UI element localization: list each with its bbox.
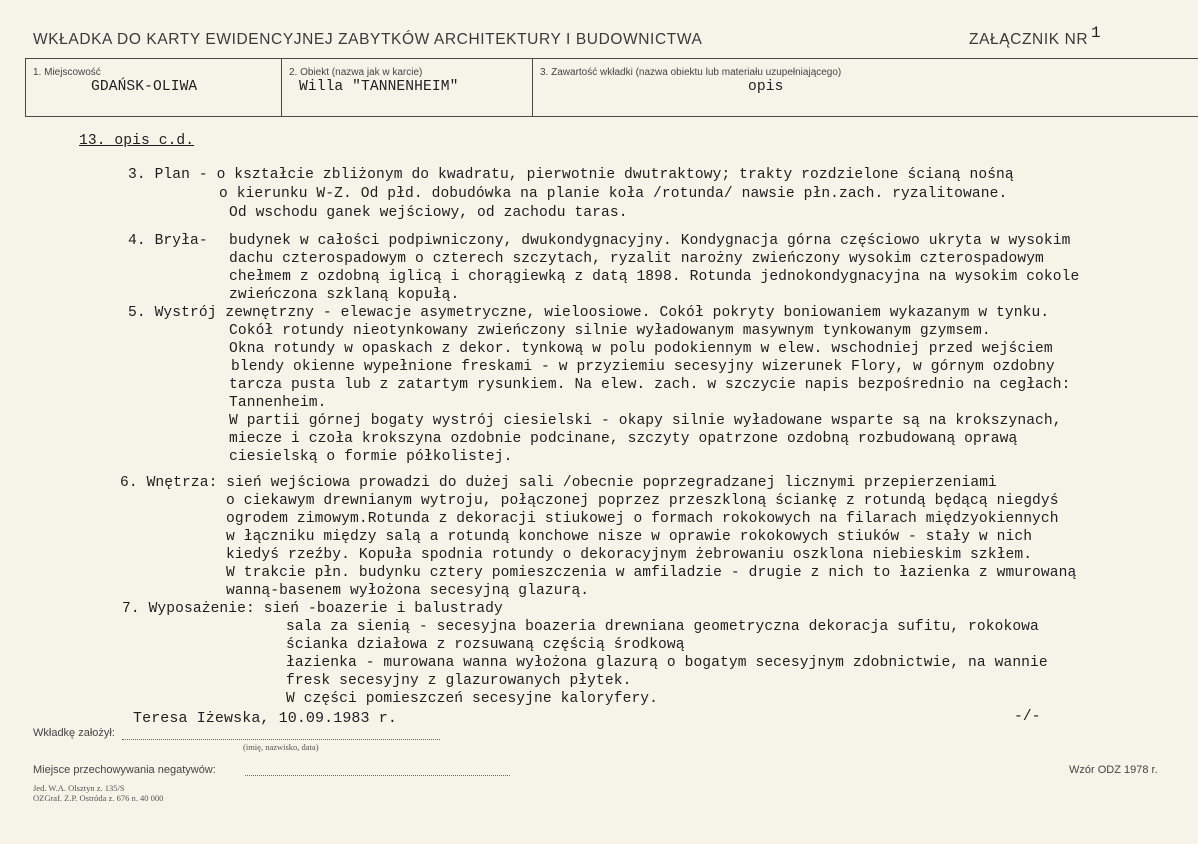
text-line: Tannenheim.	[229, 395, 327, 411]
object-label: 2. Obiekt (nazwa jak w karcie)	[289, 67, 423, 78]
text-line: Od wschodu ganek wejściowy, od zachodu taras.	[229, 205, 628, 221]
text-line: W partii górnej bogaty wystrój ciesielski - okapy silnie wyładowane wsparte są na krokszynach,	[229, 413, 1062, 429]
storage-dotted-line	[245, 775, 510, 776]
header-divider-1	[281, 58, 282, 117]
text-line: W części pomieszczeń secesyjne kaloryfery.	[286, 691, 659, 707]
text-line: ciesielską o formie półkolistej.	[229, 449, 513, 465]
text-line: Okna rotundy w opaskach z dekor. tynkową w polu podokiennym w elew. wschodniej przed wejściem	[229, 341, 1053, 357]
signature-mark: -/-	[1014, 709, 1041, 725]
text-line: chełmem z ozdobną iglicą i chorągiewką z datą 1898. Rotunda jednokondygnacyjna na wysokim cokole	[229, 269, 1080, 285]
card-title: WKŁADKA DO KARTY EWIDENCYJNEJ ZABYTKÓW ARCHITEKTURY I BUDOWNICTWA	[33, 31, 703, 48]
text-line: wanną-basenem wyłożona secesyjną glazurą.	[226, 583, 590, 599]
text-line: w łączniku między salą a rotundą konchowe nisze w oprawie rokokowych stiuków - stały w nich	[226, 529, 1033, 545]
text-line: 4. Bryła-	[128, 233, 208, 249]
text-line: budynek w całości podpiwniczony, dwukondygnacyjny. Kondygnacja górna częściowo ukryta w wysokim	[229, 233, 1071, 249]
author-dotted-line	[122, 739, 440, 740]
section-title: 13. opis c.d.	[79, 133, 195, 149]
object-value: Willa "TANNENHEIM"	[299, 79, 459, 95]
locality-value: GDAŃSK-OLIWA	[91, 79, 198, 95]
header-bottom-rule	[25, 116, 1198, 117]
text-line: ogrodem zimowym.Rotunda z dekoracji stiukowej o formach rokokowych na filarach międzyokiennych	[226, 511, 1059, 527]
text-line: fresk secesyjny z glazurowanych płytek.	[286, 673, 632, 689]
annex-number: 1	[1091, 24, 1101, 42]
text-line: Cokół rotundy nieotynkowany zwieńczony silnie wyładowanym masywnym tynkowanym gzymsem.	[229, 323, 991, 339]
storage-label: Miejsce przechowywania negatywów:	[33, 764, 216, 776]
author-hint: (imię, nazwisko, data)	[243, 742, 319, 752]
text-line: o kierunku W-Z. Od płd. dobudówka na planie koła /rotunda/ nawsie płn.zach. ryzalitowane.	[219, 186, 1008, 202]
header-left-rule	[25, 58, 26, 117]
text-line: łazienka - murowana wanna wyłożona glazurą o bogatym secesyjnym zdobnictwie, na wannie	[286, 655, 1048, 671]
print-info-2: OZGraf. Z.P. Ostróda z. 676 n. 40 000	[33, 793, 164, 803]
author-label: Wkładkę założył:	[33, 727, 115, 739]
text-line: blendy okienne wypełnione freskami - w przyziemiu secesyjny wizerunek Flory, w górnym ozdobny	[231, 359, 1055, 375]
print-info-1: Jed. W.A. Olsztyn z. 135/S	[33, 783, 125, 793]
form-label: Wzór ODZ 1978 r.	[1069, 764, 1158, 776]
header-divider-2	[532, 58, 533, 117]
header-top-rule	[25, 58, 1198, 59]
text-line: 3. Plan - o kształcie zbliżonym do kwadratu, pierwotnie dwutraktowy; trakty rozdzielone ścianą nośną	[128, 167, 1014, 183]
text-line: 7. Wyposażenie: sień -boazerie i balustrady	[122, 601, 503, 617]
content-label: 3. Zawartość wkładki (nazwa obiektu lub materiału uzupełniającego)	[540, 67, 842, 78]
locality-label: 1. Miejscowość	[33, 67, 101, 78]
content-value: opis	[748, 79, 784, 95]
text-line: W trakcie płn. budynku cztery pomieszczenia w amfiladzie - drugie z nich to łazienka z wmurowaną	[226, 565, 1077, 581]
text-line: kiedyś rzeźby. Kopuła spodnia rotundy o dekoracyjnym żebrowaniu oszklona niebieskim szkłem.	[226, 547, 1033, 563]
text-line: tarcza pusta lub z zatartym rysunkiem. Na elew. zach. w szczycie napis bezpośrednio na cegłach:	[229, 377, 1071, 393]
text-line: zwieńczona szklaną kopułą.	[229, 287, 460, 303]
text-line: 5. Wystrój zewnętrzny - elewacje asymetryczne, wieloosiowe. Cokół pokryty boniowaniem wykazanym w tynku.	[128, 305, 1050, 321]
annex-label: ZAŁĄCZNIK NR	[969, 31, 1089, 48]
author-value: Teresa Iżewska, 10.09.1983 r.	[133, 710, 397, 727]
text-line: o ciekawym drewnianym wytroju, połączonej poprzez przeszkloną ściankę z rotundą będącą niegdyś	[226, 493, 1059, 509]
text-line: 6. Wnętrza: sień wejściowa prowadzi do dużej sali /obecnie poprzegradzanej licznymi przepierzeniami	[120, 475, 997, 491]
text-line: miecze i czoła krokszyna ozdobnie podcinane, szczyty opatrzone ozdobną rozbudowaną oprawą	[229, 431, 1018, 447]
text-line: sala za sienią - secesyjna boazeria drewniana geometryczna dekoracja sufitu, rokokowa	[286, 619, 1039, 635]
text-line: dachu czterospadowym o czterech szczytach, ryzalit narożny zwieńczony wysokim czterospadowym	[229, 251, 1044, 267]
text-line: ścianka działowa z rozsuwaną częścią środkową	[286, 637, 685, 653]
